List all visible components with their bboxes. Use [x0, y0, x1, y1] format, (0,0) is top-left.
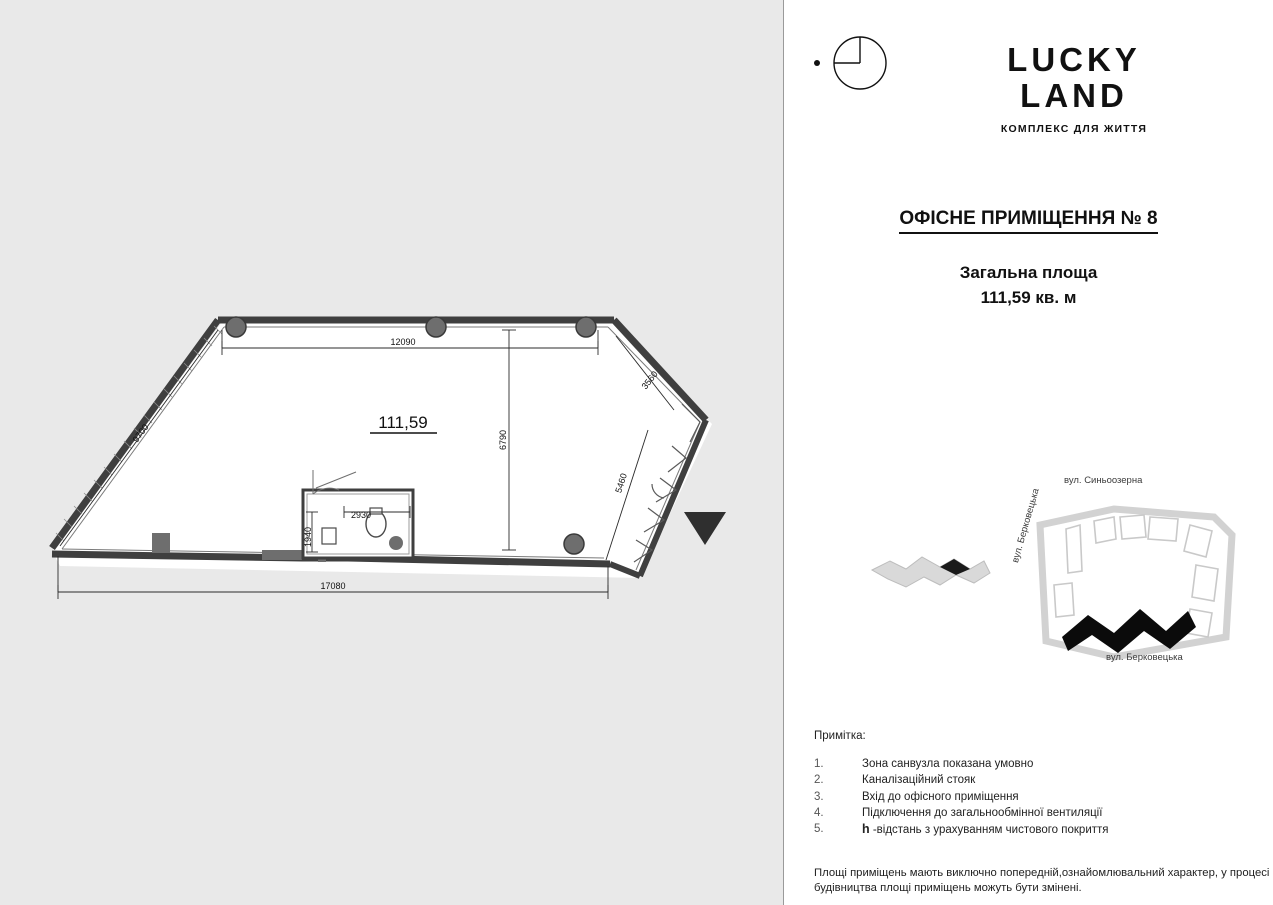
street-label-berkovetska-vertical: вул. Берковецька	[1010, 487, 1042, 565]
note-text: Підключення до загальнообмінної вентиляції	[862, 806, 1103, 819]
page-title	[784, 208, 1273, 230]
info-panel	[784, 0, 1273, 905]
logo-line-2: LAND	[1020, 76, 1128, 114]
page-title-text: ОФІСНЕ ПРИМІЩЕННЯ № 8	[899, 208, 1157, 234]
total-area-value: 111,59 кв. м	[980, 288, 1077, 307]
note-number: 2.	[814, 774, 824, 787]
compass-north-icon	[812, 30, 902, 100]
dimension-right-upper-slope: 3560	[639, 369, 660, 392]
dimension-top: 12090	[390, 337, 416, 347]
note-number: 3.	[814, 790, 824, 803]
dimension-vertical-center: 6790	[498, 429, 508, 451]
note-h-symbol: h	[862, 822, 870, 837]
note-item	[814, 756, 1264, 772]
note-text: Каналізаційний стояк	[862, 774, 976, 787]
street-label-berkovetska-bottom: вул. Берковецька	[1106, 652, 1183, 663]
disclaimer-text: Площі приміщень мають виключно попередній,ознайомлювальний характер, у процесі будівництва площі приміщень можуть бути змінені.	[814, 867, 1270, 895]
note-number: 4.	[814, 806, 824, 819]
dimension-wc-depth: 1940	[303, 526, 313, 548]
note-item	[814, 821, 1264, 839]
dimension-bottom: 17080	[320, 581, 346, 591]
notes-block	[814, 730, 1264, 839]
total-area-label: Загальна площа	[959, 263, 1098, 282]
dimension-wc-width: 2930	[350, 510, 372, 520]
note-item	[814, 789, 1264, 805]
note-text: -відстань з урахуванням чистового покриття	[872, 824, 1109, 837]
plan-area-value: 111,59	[378, 413, 428, 432]
dimension-right-lower-slope: 5460	[613, 472, 629, 495]
note-item	[814, 772, 1264, 788]
street-label-synoozerna: вул. Синьоозерна	[1064, 475, 1143, 486]
keyplan-site-context	[1040, 509, 1232, 657]
note-text: Вхід до офісного приміщення	[862, 790, 1019, 803]
keyplan-building-shape	[872, 557, 990, 587]
notes-title: Примітка:	[814, 730, 866, 742]
entrance-triangle-icon	[684, 512, 726, 545]
logo-tagline: КОМПЛЕКС ДЛЯ ЖИТТЯ	[1000, 123, 1148, 136]
note-item	[814, 805, 1264, 821]
note-number: 1.	[814, 758, 824, 770]
site-keyplan	[814, 465, 1254, 685]
note-text: Зона санвузла показана умовно	[862, 758, 1034, 770]
logo-line-1: LUCKY	[1007, 41, 1141, 78]
note-number: 5.	[814, 823, 824, 836]
brand-logo	[959, 42, 1189, 135]
dimension-left-slope: 9700	[130, 422, 151, 445]
